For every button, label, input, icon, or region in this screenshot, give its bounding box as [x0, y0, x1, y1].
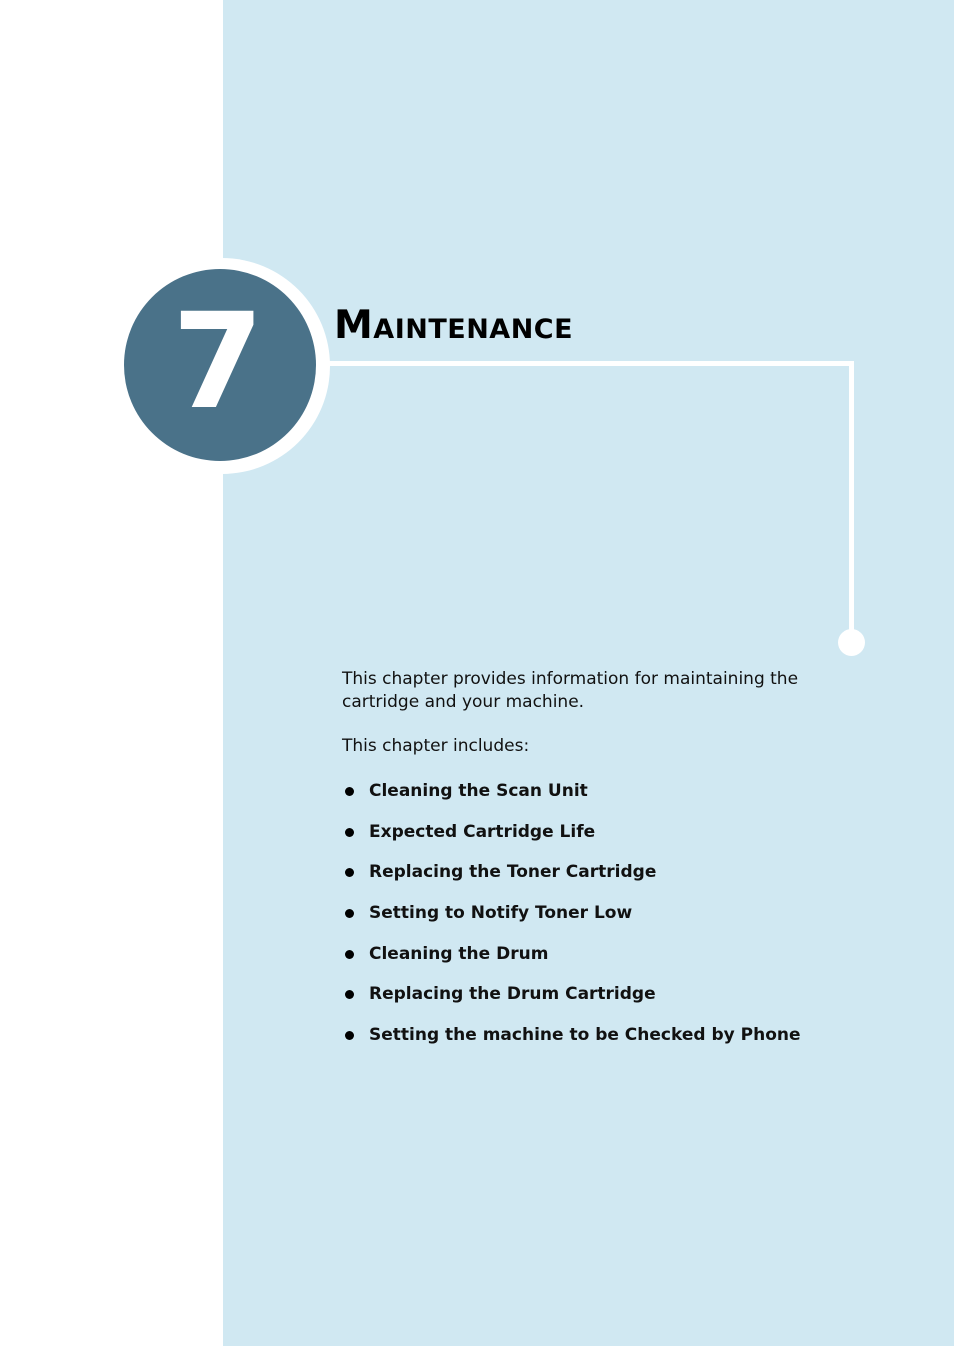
topic-item[interactable] [342, 1022, 801, 1063]
topic-label: Cleaning the Drum [369, 943, 549, 964]
bullet-icon [345, 1031, 354, 1040]
chapter-intro: This chapter provides information for maintaining the cartridge and your machine. [342, 669, 799, 712]
bullet-icon [345, 828, 354, 837]
topic-label: Expected Cartridge Life [369, 821, 596, 842]
bullet-icon [345, 990, 354, 999]
chapter-number-badge [124, 269, 316, 461]
title-underline [329, 361, 854, 366]
topic-item[interactable] [342, 819, 801, 860]
topic-label: Replacing the Drum Cartridge [369, 984, 656, 1005]
bullet-icon [345, 868, 354, 877]
includes-label: This chapter includes: [342, 736, 530, 756]
topic-label: Setting to Notify Toner Low [369, 903, 633, 924]
chapter-number: 7 [172, 285, 264, 439]
bullet-icon [345, 909, 354, 918]
chapter-title: Maintenance [334, 303, 574, 348]
topic-label: Replacing the Toner Cartridge [369, 862, 657, 883]
topic-label: Cleaning the Scan Unit [369, 781, 588, 801]
topic-item[interactable] [342, 859, 801, 900]
topic-item[interactable] [342, 981, 801, 1022]
topic-item[interactable] [342, 900, 801, 941]
bullet-icon [345, 787, 354, 796]
topic-label: Setting the machine to be Checked by Phone [369, 1025, 801, 1046]
topic-list [342, 778, 801, 1063]
topic-item[interactable] [342, 778, 801, 819]
bullet-icon [345, 950, 354, 959]
connector-line [849, 361, 854, 635]
topic-item[interactable] [342, 941, 801, 982]
connector-dot [838, 629, 865, 656]
